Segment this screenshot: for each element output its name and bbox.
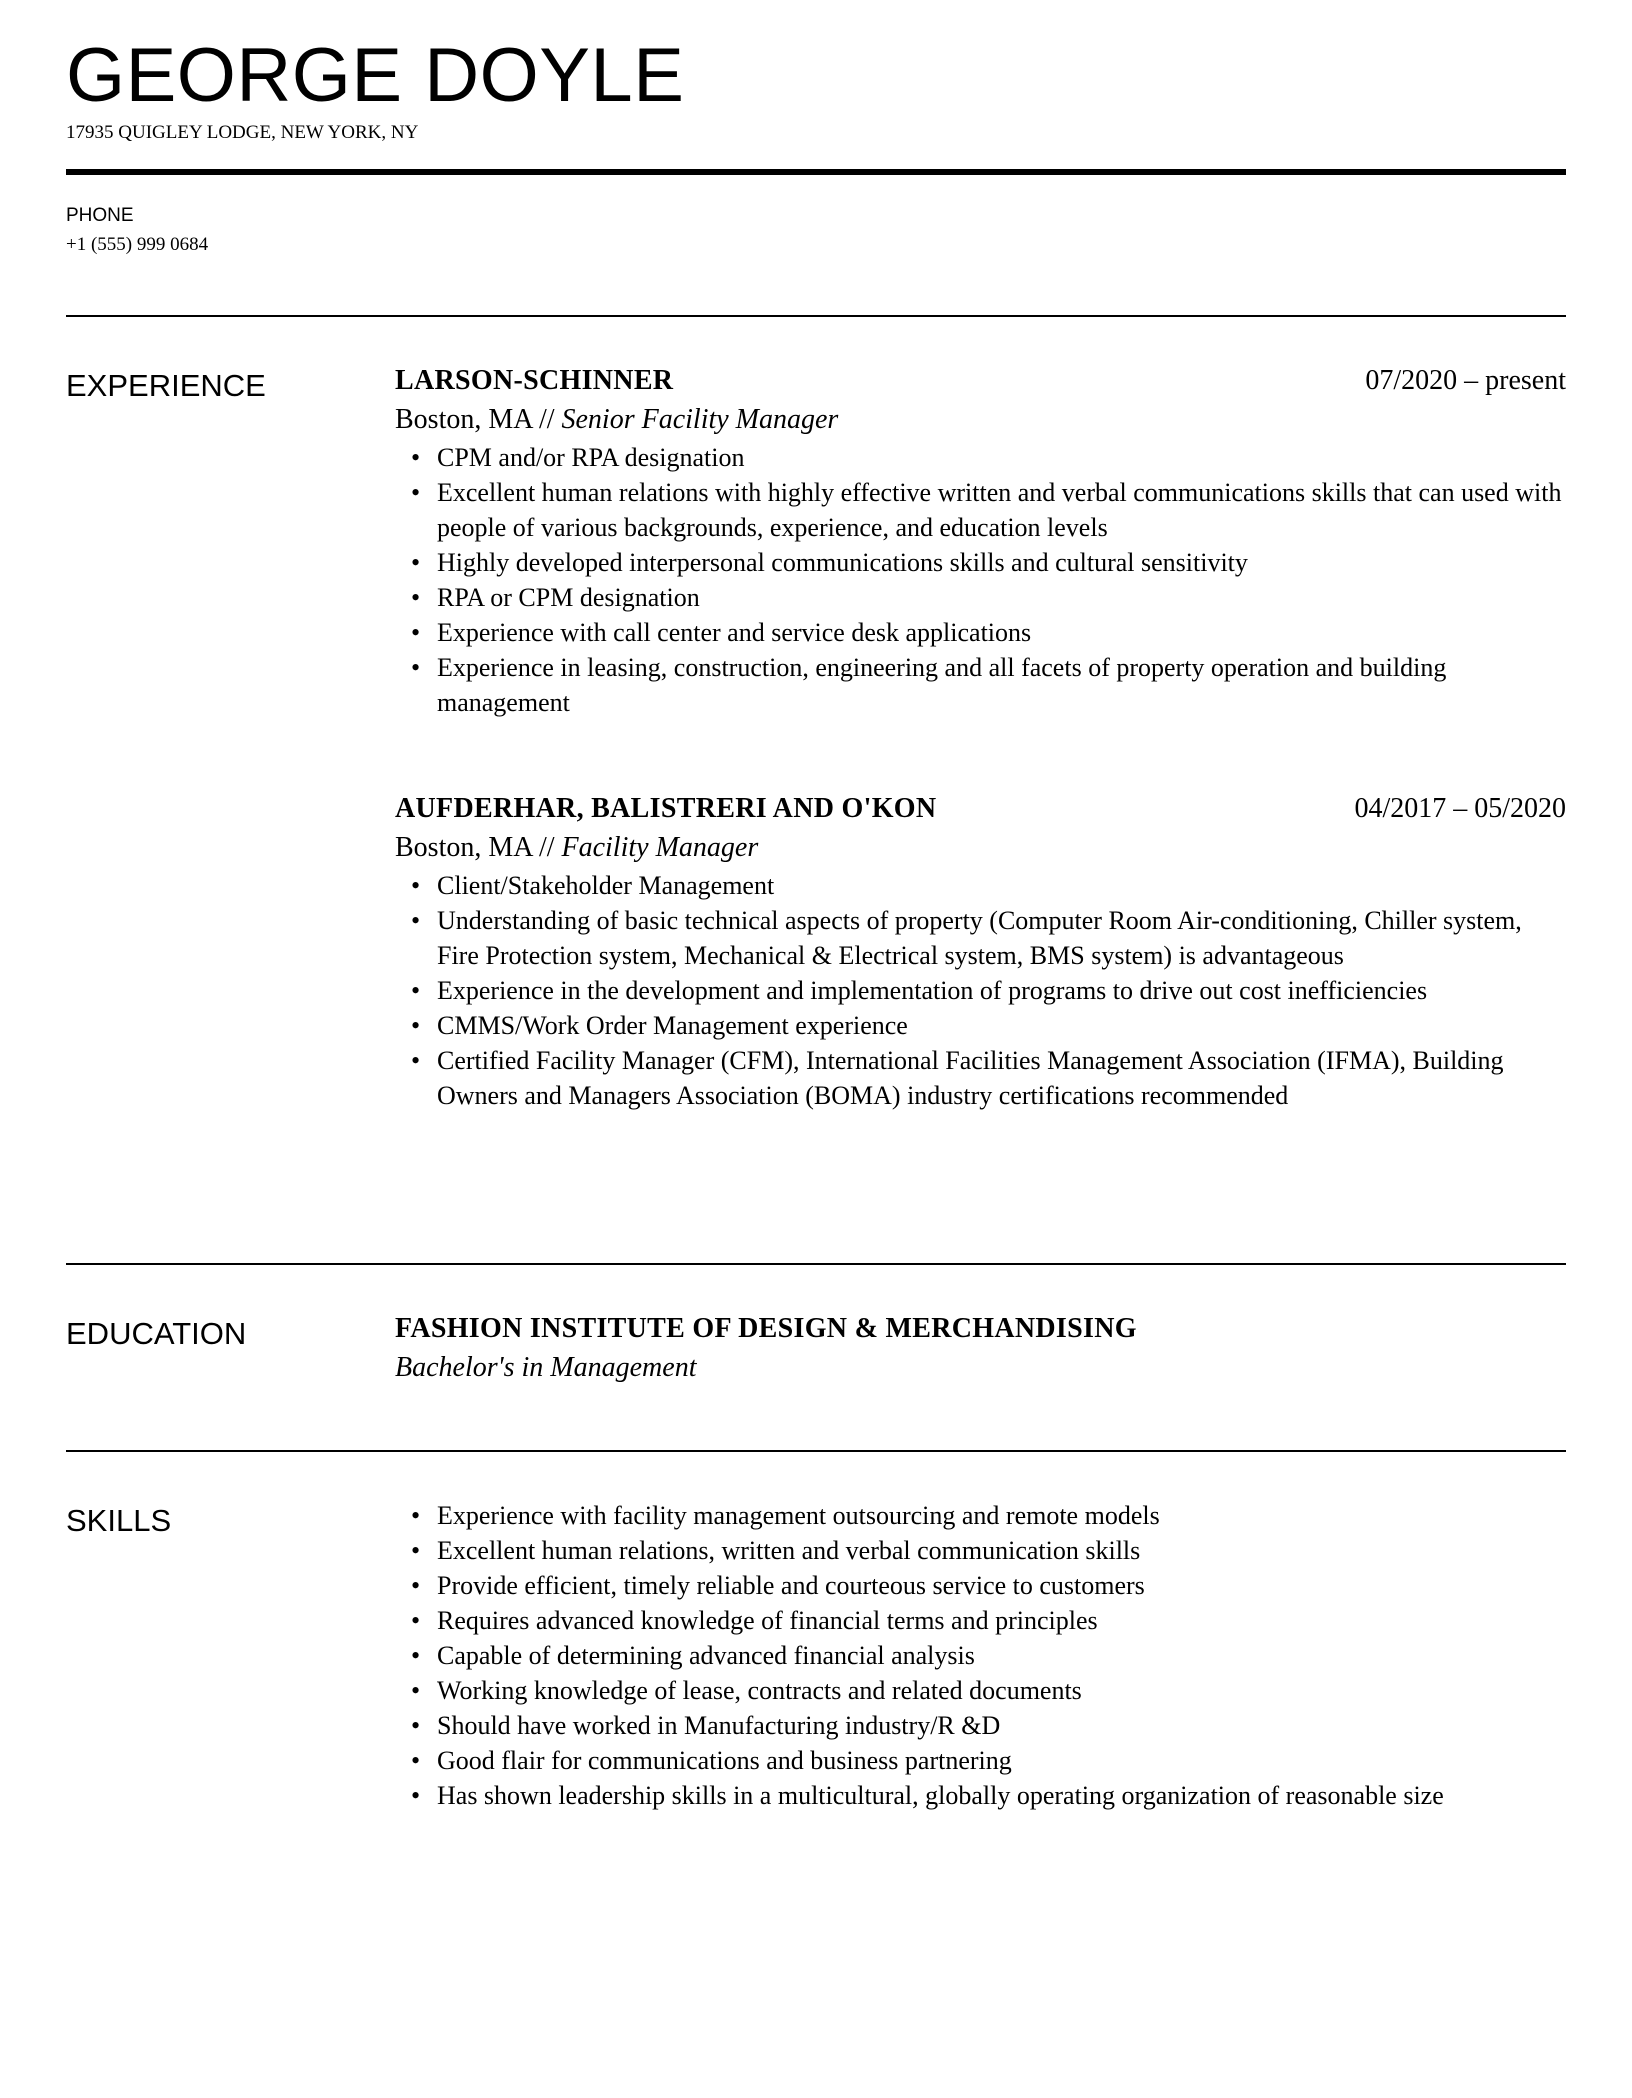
job-entry (395, 790, 1566, 1113)
skill-item: • Requires advanced knowledge of financial terms and principles (437, 1603, 1566, 1638)
job-bullet: • Understanding of basic technical aspects of property (Computer Room Air-conditioning, Chiller system, Fire Protection system, Mechanical & Electrical system, BMS system) is advantageous (437, 903, 1566, 973)
skill-item: • Provide efficient, timely reliable and courteous service to customers (437, 1568, 1566, 1603)
job-bullet: • Client/Stakeholder Management (437, 868, 1566, 903)
job-bullet: • Highly developed interpersonal communications skills and cultural sensitivity (437, 545, 1566, 580)
job-bullets (395, 440, 1566, 720)
skills-list (395, 1498, 1566, 1813)
experience-section-title: EXPERIENCE (66, 368, 266, 403)
education-school: FASHION INSTITUTE OF DESIGN & MERCHANDISING (395, 1313, 1137, 1344)
job-title: Senior Facility Manager (561, 404, 839, 435)
education-entry (395, 1310, 1566, 1388)
job-location: Boston, MA (395, 832, 532, 863)
job-bullet: • Certified Facility Manager (CFM), International Facilities Management Association (IFMA), Building Owners and Managers Association (BOMA) industry certifications recommended (437, 1043, 1566, 1113)
section-divider (66, 315, 1566, 317)
education-section-title: EDUCATION (66, 1316, 247, 1351)
skill-item: • Working knowledge of lease, contracts and related documents (437, 1673, 1566, 1708)
skills-list-container (395, 1498, 1566, 1813)
skill-item: • Excellent human relations, written and verbal communication skills (437, 1533, 1566, 1568)
job-separator: // (531, 404, 562, 435)
job-separator: // (531, 832, 562, 863)
job-location: Boston, MA (395, 404, 532, 435)
skill-item: • Experience with facility management outsourcing and remote models (437, 1498, 1566, 1533)
job-bullet: • Experience with call center and service desk applications (437, 615, 1566, 650)
phone-number: +1 (555) 999 0684 (66, 234, 209, 255)
job-title: Facility Manager (561, 832, 759, 863)
job-bullet: • Excellent human relations with highly effective written and verbal communications skills that can used with people of various backgrounds, experience, and education levels (437, 475, 1566, 545)
job-dates: 04/2017 – 05/2020 (1354, 793, 1566, 824)
skills-section-title: SKILLS (66, 1503, 172, 1538)
skill-item: • Good flair for communications and business partnering (437, 1743, 1566, 1778)
candidate-name: GEORGE DOYLE (66, 33, 685, 118)
job-bullet: • Experience in the development and implementation of programs to drive out cost inefficiencies (437, 973, 1566, 1008)
job-entry (395, 362, 1566, 720)
job-company: LARSON-SCHINNER (395, 365, 674, 396)
header-divider (66, 169, 1566, 175)
section-divider (66, 1450, 1566, 1452)
education-degree: Bachelor's in Management (395, 1352, 697, 1383)
job-bullet: • CPM and/or RPA designation (437, 440, 1566, 475)
section-divider (66, 1263, 1566, 1265)
skill-item: • Capable of determining advanced financial analysis (437, 1638, 1566, 1673)
job-bullets (395, 868, 1566, 1113)
phone-label: PHONE (66, 205, 134, 226)
skill-item: • Has shown leadership skills in a multicultural, globally operating organization of reasonable size (437, 1778, 1566, 1813)
job-company: AUFDERHAR, BALISTRERI AND O'KON (395, 793, 937, 824)
job-bullet: • Experience in leasing, construction, engineering and all facets of property operation and building management (437, 650, 1566, 720)
job-bullet: • RPA or CPM designation (437, 580, 1566, 615)
skill-item: • Should have worked in Manufacturing industry/R &D (437, 1708, 1566, 1743)
candidate-address: 17935 QUIGLEY LODGE, NEW YORK, NY (66, 122, 419, 143)
job-bullet: • CMMS/Work Order Management experience (437, 1008, 1566, 1043)
job-dates: 07/2020 – present (1365, 365, 1566, 396)
